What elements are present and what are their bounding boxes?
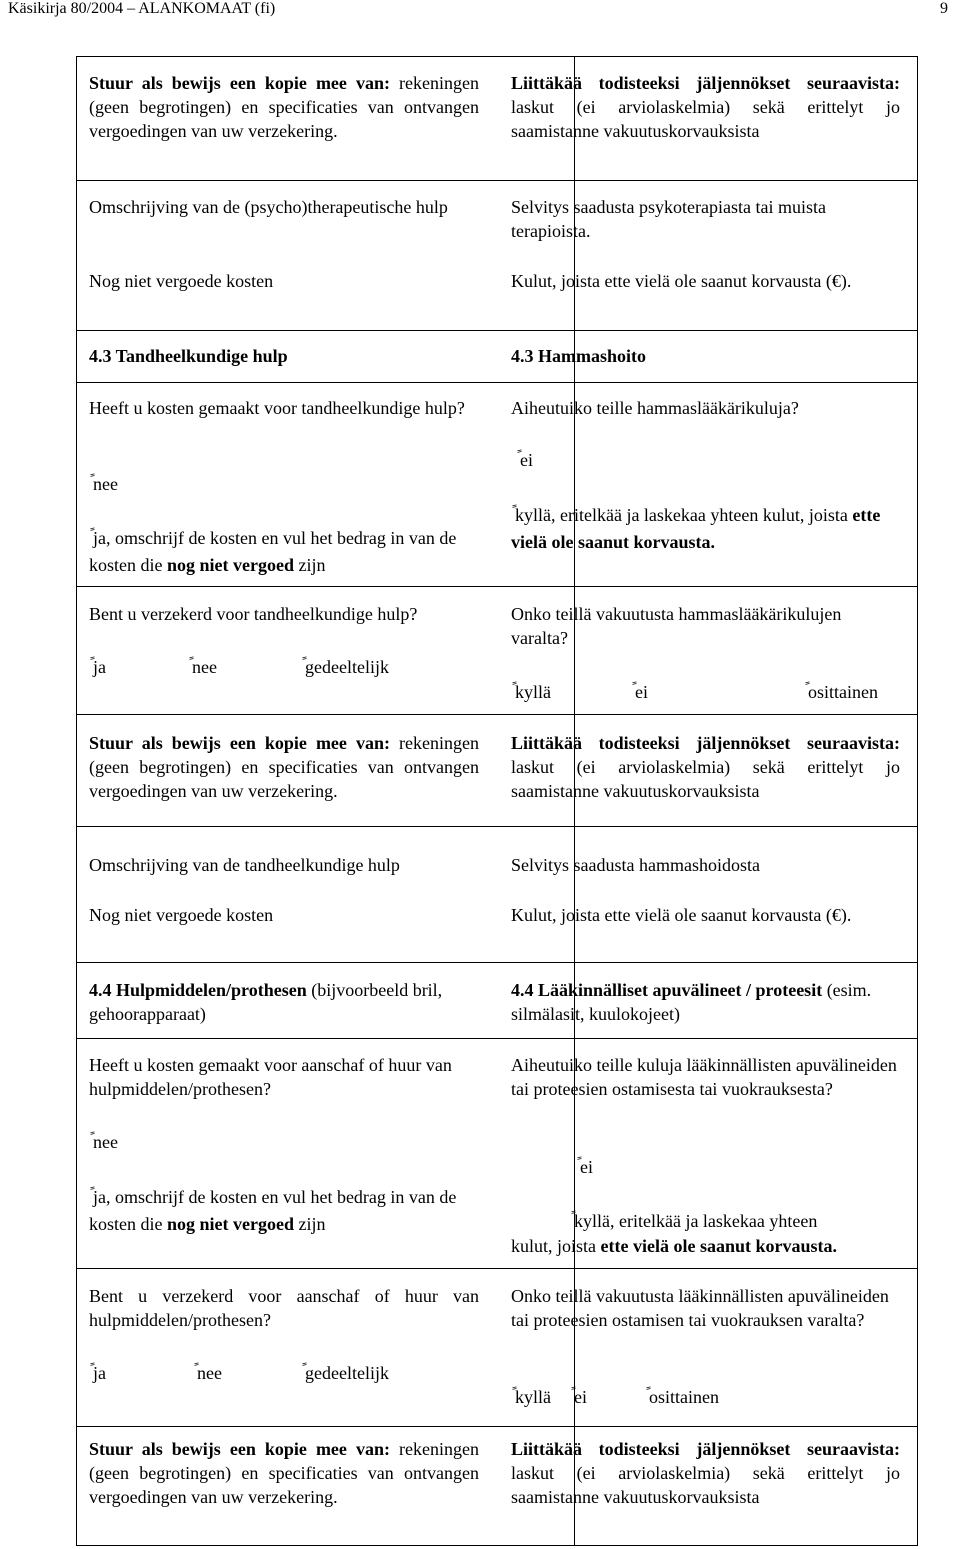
fi-aids-insurance-option-yes[interactable]: kyllä [515,1387,551,1407]
nl-dental-description-label: Omschrijving van de tandheelkundige hulp [89,855,400,875]
row-divider [76,382,918,383]
row-divider [76,1038,918,1039]
fi-proof-instructions: Liittäkää todisteeksi jäljennökset seuraavista: laskut (ei arviolaskelmia) sekä erittelyt jo saamistanne vakuutuskorvauksista [511,73,900,141]
nl-aids-costs-question: Heeft u kosten gemaakt voor aanschaf of huur van hulpmiddelen/prothesen? [89,1055,452,1099]
fi-dental-insurance-question: Onko teillä vakuutusta hammaslääkärikulujen varalta? [511,604,842,648]
fi-section-4-4-title: 4.4 Lääkinnälliset apuvälineet / proteesit (esim. silmälasit, kuulokojeet) [511,980,872,1024]
nl-unreimbursed-costs-label: Nog niet vergoede kosten [89,905,274,925]
nl-aids-insurance-option-partial[interactable]: gedeeltelijk [305,1363,389,1383]
fi-proof-instructions: Liittäkää todisteeksi jäljennökset seuraavista: laskut (ei arviolaskelmia) sekä erittelyt jo saamistanne vakuutuskorvauksista [511,733,900,801]
nl-unreimbursed-costs-label: Nog niet vergoede kosten [89,271,274,291]
page-header [0,0,960,30]
nl-aids-insurance-option-no[interactable]: nee [197,1363,222,1383]
fi-therapy-description-label: Selvitys saadusta psykoterapiasta tai muista terapioista. [511,197,826,241]
nl-dental-insurance-question: Bent u verzekerd voor tandheelkundige hulp? [89,604,418,624]
fi-aids-costs-question: Aiheutuiko teille kuluja lääkinnällisten apuvälineiden tai proteesien ostamisesta tai vuokrauksesta? [511,1055,897,1099]
fi-aids-option-yes[interactable]: kyllä, eritelkää ja laskekaa yhteen [574,1211,818,1231]
fi-insurance-option-no[interactable]: ei [635,682,648,702]
nl-dental-option-no[interactable]: nee [93,474,118,494]
nl-insurance-option-yes[interactable]: ja [93,657,106,677]
fi-aids-insurance-option-partial[interactable]: osittainen [649,1387,719,1407]
nl-aids-insurance-option-yes[interactable]: ja [93,1363,106,1383]
fi-aids-insurance-question: Onko teillä vakuutusta lääkinnällisten apuvälineiden tai proteesien ostamisen tai vuokrauksen varalta? [511,1286,889,1330]
row-divider [76,826,918,827]
fi-aids-insurance-option-no[interactable]: ei [574,1387,587,1407]
fi-aids-option-yes-continued: kulut, joista ette vielä ole saanut korvausta. [511,1236,837,1256]
nl-proof-instructions: Stuur als bewijs een kopie mee van: rekeningen (geen begrotingen) en specificaties van ontvangen vergoedingen van uw verzekering. [89,73,479,141]
nl-dental-costs-question: Heeft u kosten gemaakt voor tandheelkundige hulp? [89,398,465,418]
fi-dental-costs-question: Aiheutuiko teille hammaslääkärikuluja? [511,398,799,418]
row-divider [76,962,918,963]
row-divider [76,180,918,181]
row-divider [76,1426,918,1427]
row-divider [76,714,918,715]
fi-dental-option-yes[interactable]: kyllä, eritelkää ja laskekaa yhteen kulut, joista ette vielä ole saanut korvausta. [511,505,881,552]
nl-proof-instructions: Stuur als bewijs een kopie mee van: rekeningen (geen begrotingen) en specificaties van ontvangen vergoedingen van uw verzekering. [89,1439,479,1507]
fi-insurance-option-yes[interactable]: kyllä [515,682,551,702]
nl-aids-option-no[interactable]: nee [93,1132,118,1152]
nl-aids-option-yes[interactable]: ja, omschrijf de kosten en vul het bedrag in van de kosten die nog niet vergoed zijn [89,1187,457,1234]
page-number: 9 [940,0,948,17]
nl-insurance-option-partial[interactable]: gedeeltelijk [305,657,389,677]
fi-aids-option-no[interactable]: ei [580,1157,593,1177]
fi-section-4-3-title: 4.3 Hammashoito [511,346,646,366]
fi-insurance-option-partial[interactable]: osittainen [808,682,878,702]
nl-proof-instructions: Stuur als bewijs een kopie mee van: rekeningen (geen begrotingen) en specificaties van ontvangen vergoedingen van uw verzekering. [89,733,479,801]
row-divider [76,330,918,331]
nl-insurance-option-no[interactable]: nee [192,657,217,677]
nl-section-4-3-title: 4.3 Tandheelkundige hulp [89,346,288,366]
nl-therapy-description-label: Omschrijving van de (psycho)therapeutische hulp [89,197,448,217]
fi-dental-description-label: Selvitys saadusta hammashoidosta [511,855,760,875]
nl-aids-insurance-question: Bent u verzekerd voor aanschaf of huur van hulpmiddelen/prothesen? [89,1286,479,1330]
nl-dental-option-yes[interactable]: ja, omschrijf de kosten en vul het bedrag in van de kosten die nog niet vergoed zijn [89,528,457,575]
manual-title: Käsikirja 80/2004 – ALANKOMAAT (fi) [8,0,276,17]
fi-unreimbursed-costs-label: Kulut, joista ette vielä ole saanut korvausta (€). [511,905,852,925]
nl-section-4-4-title: 4.4 Hulpmiddelen/prothesen (bijvoorbeeld bril, gehoorapparaat) [89,980,443,1024]
row-divider [76,586,918,587]
fi-proof-instructions: Liittäkää todisteeksi jäljennökset seuraavista: laskut (ei arviolaskelmia) sekä erittelyt jo saamistanne vakuutuskorvauksista [511,1439,900,1507]
fi-unreimbursed-costs-label: Kulut, joista ette vielä ole saanut korvausta (€). [511,271,852,291]
fi-dental-option-no[interactable]: ei [520,450,533,470]
row-divider [76,1268,918,1269]
